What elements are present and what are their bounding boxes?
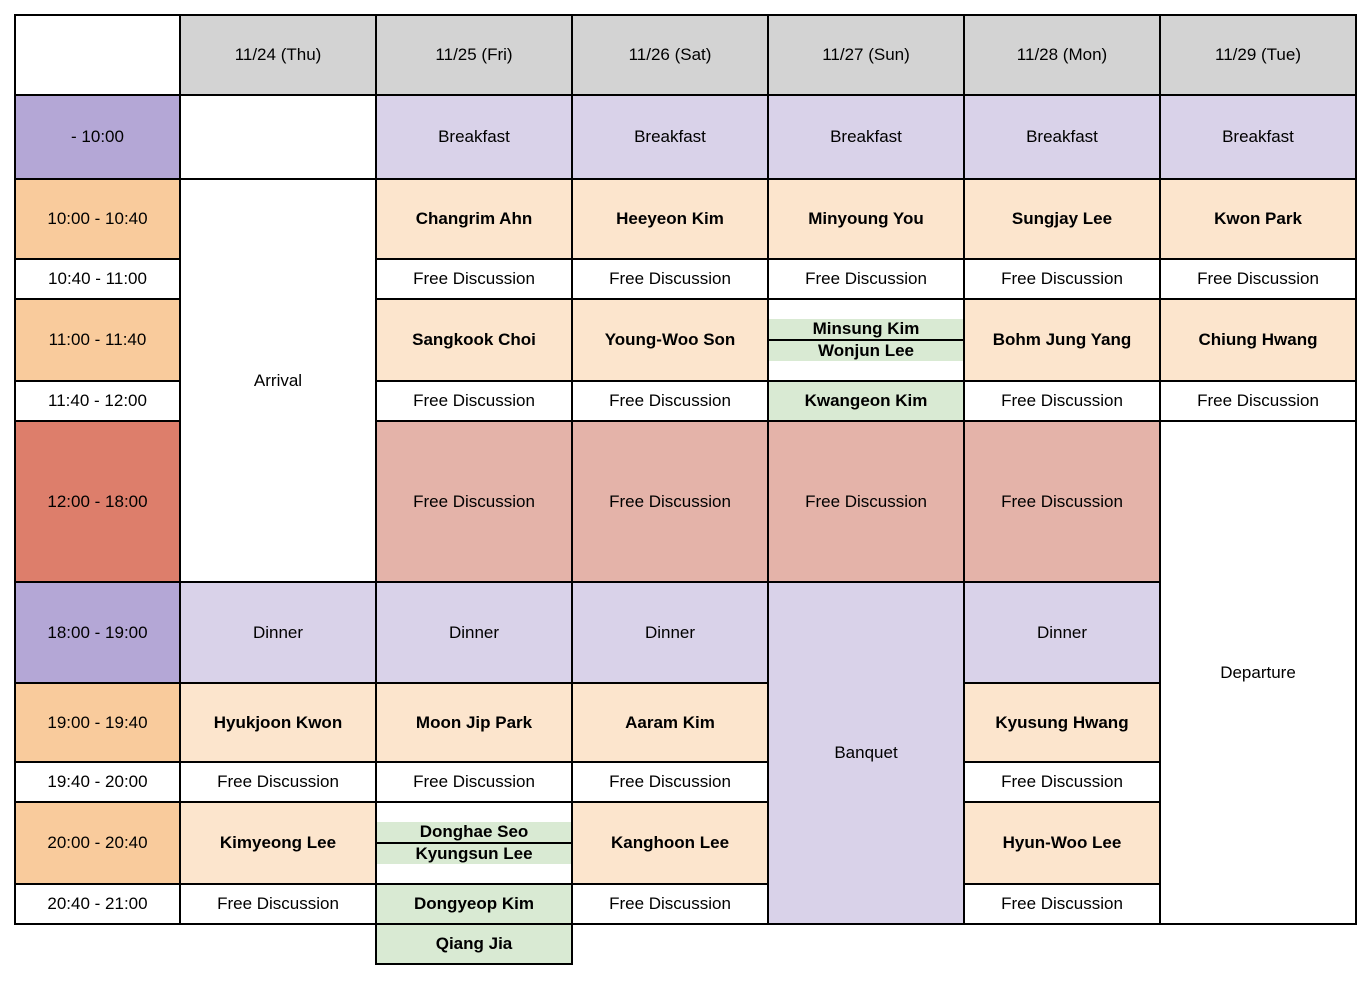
table-row — [15, 683, 1356, 762]
talk-cell: Sungjay Lee — [964, 179, 1160, 259]
free-discussion-cell: Free Discussion — [964, 884, 1160, 924]
day-header: 11/29 (Tue) — [1160, 15, 1356, 95]
free-discussion-cell: Free Discussion — [1160, 259, 1356, 299]
breakfast-cell: Breakfast — [964, 95, 1160, 179]
free-discussion-cell: Free Discussion — [1160, 381, 1356, 421]
day-header: 11/25 (Fri) — [376, 15, 572, 95]
talk-cell: Hyun-Woo Lee — [964, 802, 1160, 884]
free-discussion-cell: Free Discussion — [964, 421, 1160, 582]
breakfast-cell: Breakfast — [376, 95, 572, 179]
time-slot-label: 20:00 - 20:40 — [15, 802, 180, 884]
breakfast-cell: Breakfast — [572, 95, 768, 179]
table-row — [15, 884, 1356, 924]
time-slot-label: 19:40 - 20:00 — [15, 762, 180, 802]
day-header: 11/28 (Mon) — [964, 15, 1160, 95]
free-discussion-cell: Free Discussion — [180, 762, 376, 802]
empty-cell — [180, 95, 376, 179]
free-discussion-cell: Free Discussion — [572, 259, 768, 299]
talk-cell: Kimyeong Lee — [180, 802, 376, 884]
short-talk-cell: Kwangeon Kim — [768, 381, 964, 421]
talk-cell: Kyusung Hwang — [964, 683, 1160, 762]
free-discussion-cell: Free Discussion — [572, 421, 768, 582]
dinner-cell: Dinner — [180, 582, 376, 683]
day-header: 11/27 (Sun) — [768, 15, 964, 95]
header-row — [15, 15, 1356, 95]
free-discussion-cell: Free Discussion — [768, 259, 964, 299]
arrival-cell: Arrival — [180, 179, 376, 582]
free-discussion-cell: Free Discussion — [572, 381, 768, 421]
short-talk-cell: Qiang Jia — [376, 924, 572, 964]
table-row — [15, 95, 1356, 179]
free-discussion-cell: Free Discussion — [376, 381, 572, 421]
blank-cell — [180, 924, 376, 964]
free-discussion-cell: Free Discussion — [572, 762, 768, 802]
table-row — [15, 762, 1356, 802]
blank-cell — [15, 924, 180, 964]
table-row — [15, 802, 1356, 884]
free-discussion-cell: Free Discussion — [964, 762, 1160, 802]
talk-cell: Heeyeon Kim — [572, 179, 768, 259]
talk-cell: Minyoung You — [768, 179, 964, 259]
talk-cell: Hyukjoon Kwon — [180, 683, 376, 762]
time-slot-label: 20:40 - 21:00 — [15, 884, 180, 924]
table-row — [15, 924, 1356, 964]
breakfast-cell: Breakfast — [1160, 95, 1356, 179]
free-discussion-cell: Free Discussion — [180, 884, 376, 924]
day-header: 11/24 (Thu) — [180, 15, 376, 95]
blank-cell — [572, 924, 768, 964]
time-slot-label: - 10:00 — [15, 95, 180, 179]
free-discussion-cell: Free Discussion — [376, 762, 572, 802]
free-discussion-cell: Free Discussion — [964, 259, 1160, 299]
dinner-cell: Dinner — [376, 582, 572, 683]
talk-cell: Young-Woo Son — [572, 299, 768, 381]
free-discussion-cell: Free Discussion — [376, 259, 572, 299]
blank-cell — [964, 924, 1160, 964]
time-slot-label: 11:00 - 11:40 — [15, 299, 180, 381]
blank-cell — [1160, 924, 1356, 964]
table-row — [15, 582, 1356, 683]
dinner-cell: Dinner — [572, 582, 768, 683]
schedule-table — [14, 14, 1357, 965]
departure-cell: Departure — [1160, 421, 1356, 924]
corner-cell — [15, 15, 180, 95]
time-slot-label: 10:40 - 11:00 — [15, 259, 180, 299]
short-talk-cell: Dongyeop Kim — [376, 884, 572, 924]
time-slot-label: 19:00 - 19:40 — [15, 683, 180, 762]
table-row — [15, 179, 1356, 259]
breakfast-cell: Breakfast — [768, 95, 964, 179]
short-talk-cell — [376, 802, 572, 884]
talk-cell: Kwon Park — [1160, 179, 1356, 259]
short-talk-label: Donghae Seo — [377, 822, 571, 844]
talk-cell: Bohm Jung Yang — [964, 299, 1160, 381]
talk-cell: Sangkook Choi — [376, 299, 572, 381]
banquet-cell: Banquet — [768, 582, 964, 924]
free-discussion-cell: Free Discussion — [376, 421, 572, 582]
time-slot-label: 18:00 - 19:00 — [15, 582, 180, 683]
time-slot-label: 11:40 - 12:00 — [15, 381, 180, 421]
talk-cell: Changrim Ahn — [376, 179, 572, 259]
short-talk-label: Wonjun Lee — [769, 341, 963, 361]
day-header: 11/26 (Sat) — [572, 15, 768, 95]
talk-cell: Moon Jip Park — [376, 683, 572, 762]
talk-cell: Kanghoon Lee — [572, 802, 768, 884]
time-slot-label: 12:00 - 18:00 — [15, 421, 180, 582]
short-talk-label: Kyungsun Lee — [377, 844, 571, 864]
dinner-cell: Dinner — [964, 582, 1160, 683]
short-talk-label: Minsung Kim — [769, 319, 963, 341]
talk-cell: Chiung Hwang — [1160, 299, 1356, 381]
free-discussion-cell: Free Discussion — [964, 381, 1160, 421]
free-discussion-cell: Free Discussion — [768, 421, 964, 582]
time-slot-label: 10:00 - 10:40 — [15, 179, 180, 259]
talk-cell: Aaram Kim — [572, 683, 768, 762]
free-discussion-cell: Free Discussion — [572, 884, 768, 924]
blank-cell — [768, 924, 964, 964]
short-talk-cell — [768, 299, 964, 381]
